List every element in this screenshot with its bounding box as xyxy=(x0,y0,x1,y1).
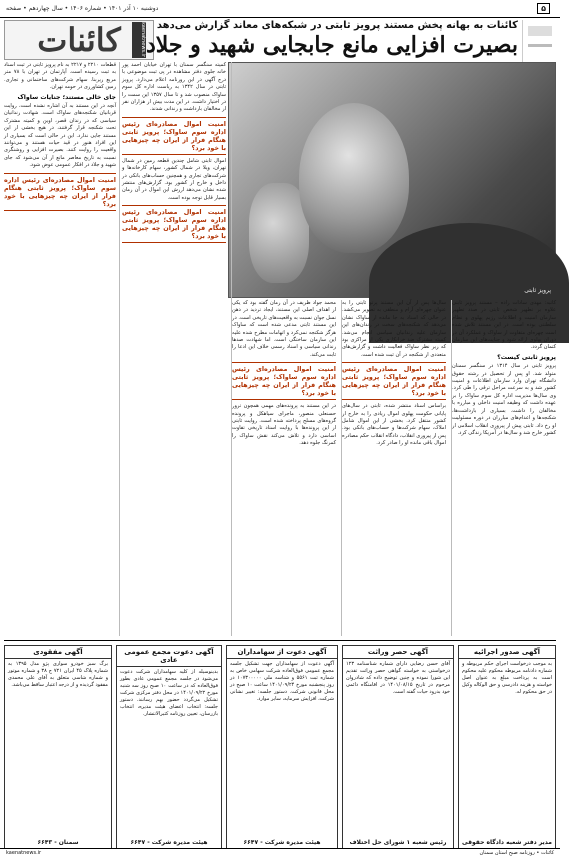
column-4-pullquote: امنیت اموال مصادره‌ای رئیس اداره سوم ساواک؛ پرویز ثابتی هنگام فرار از ایران چه چیزهایی با خود برد؟ xyxy=(122,117,226,155)
ad-body: به موجب درخواست اجرای حکم مربوطه و شماره دادنامه مربوطه محکوم علیه محکوم است به پرداخت مبلغ به عنوان اصل خواسته و هزینه دادرسی و حق الوکاله وکیل در حق محکوم له. xyxy=(462,661,552,695)
column-3-pullquote: امنیت اموال مصادره‌ای رئیس اداره سوم ساواک؛ پرویز ثابتی هنگام فرار از ایران چه چیزهایی با خود برد؟ xyxy=(232,362,336,400)
column-divider xyxy=(119,62,120,636)
ad-title: آگهی صدور اجرائیه xyxy=(459,646,555,659)
photo-caption: پرویز ثابتی xyxy=(524,287,551,294)
ad-box[interactable] xyxy=(342,645,454,849)
photo-head-shape xyxy=(299,103,409,253)
column-divider xyxy=(341,300,342,636)
ad-footer: رئیس شعبه ۱ شورای حل اختلاف xyxy=(349,839,447,846)
column-2-text: سال‌ها پس از آن این مستند پرتو ثابتی را به عنوان چهره‌ای آرام و منطقی به تصویر می‌کشد. در حالی که اسناد به جا مانده از ساواک نشان می‌دهد که شکنجه‌های سخت در زندان‌های این سازمان علیه زندانیان سیاسی انجام می‌شد. کمیته مشترک ضد خرابکاری یکی از مراکزی بود که زیر نظر ساواک فعالیت داشت و گزارش‌های متعددی از شکنجه در آن ثبت شده است. xyxy=(342,300,446,358)
column-3-text: محمد جواد ظریف در آن زمان گفته بود که یکی از اهداف اصلی این مستند، ایجاد تردید در ذهن نسل جوان نسبت به واقعیت‌های تاریخی است. در این مستند ثابتی مدعی شده است که ساواک هرگز شکنجه نمی‌کرد و اتهامات مطرح شده علیه این سازمان ساختگی است. اما شهادت صدها زندانی سیاسی و اسناد رسمی خلاف این ادعا را ثابت می‌کند. xyxy=(232,300,336,358)
page-header xyxy=(0,0,560,18)
ad-title: آگهی دعوت مجمع عمومی عادی xyxy=(117,646,221,667)
ad-box[interactable] xyxy=(458,645,556,849)
article-photo xyxy=(228,62,556,298)
ad-box[interactable] xyxy=(4,645,112,849)
column-5-subhead: جای خالی مستند؛ جنایات ساواک xyxy=(17,93,116,101)
column-2-text-b: براساس اسناد منتشر شده، ثابتی در سال‌های پایانی حکومت پهلوی اموال زیادی را به خارج از کشور منتقل کرد. بخشی از این اموال شامل املاک، سهام شرکت‌ها و حساب‌های بانکی بود. پس از پیروزی انقلاب، دادگاه انقلاب حکم مصادره اموال باقی مانده او را صادر کرد. xyxy=(342,403,446,447)
column-5-pullquote: امنیت اموال مصادره‌ای رئیس اداره سوم ساواک؛ پرویز ثابتی هنگام فرار از ایران چه چیزهایی با خود برد؟ xyxy=(4,173,116,211)
article-headline[interactable]: بصیرت افزایی مانع جابجایی شهید و جلاد xyxy=(145,32,518,58)
column-1-text-b: پرویز ثابتی در سال ۱۳۱۴ در سنگسر سمنان متولد شد. او پس از تحصیل در رشته حقوق دانشگاه تهران وارد سازمان اطلاعات و امنیت کشور شد و به سرعت مراحل ترقی را طی کرد. وی سال‌ها مدیریت اداره کل سوم ساواک را بر عهده داشت که وظیفه امنیت داخلی و مبارزه با مخالفان را داشت. بسیاری از بازداشت‌ها، شکنجه‌ها و اعدام‌های مبارزان در دوره مسئولیت او رخ داد. ثابتی پیش از پیروزی انقلاب اسلامی از کشور خارج شد و سال‌ها در آمریکا زندگی کرد. xyxy=(452,363,557,436)
column-1-text: کاتبه: مهدی سادات زاده – مستند پرویز ثابتی علاوه بر تطهیر شخص ثابتی در صدد تطهیر سازمان امنیت و اطلاعات رژیم پهلوی و نظام سلطنتی بوده است. در این مستند تلاش شده است چهره‌ای متفاوت از ساواک و عملکرد آن در دوران پهلوی ارائه شود و جنایت‌های این سازمان کتمان گردد. xyxy=(452,300,556,351)
column-4-pullquote-2: امنیت اموال مصادره‌ای رئیس اداره سوم ساواک؛ پرویز ثابتی هنگام فرار از ایران چه چیزهایی با خود برد؟ xyxy=(122,205,226,243)
footer-right-text: کائنات • روزنامه صبح استان سمنان xyxy=(479,849,554,856)
column-4-text-b: اموال ثابتی شامل چندین قطعه زمین در شمال تهران، ویلا در شمال کشور، سهام کارخانه‌ها و شرکت‌های تجاری و همچنین حساب‌های بانکی در داخل و خارج از کشور بود. گزارش‌های منتشر شده نشان می‌دهد ارزش این اموال در آن زمان بسیار قابل توجه بوده است. xyxy=(122,157,226,201)
page-footer xyxy=(0,848,560,856)
column-2-pullquote: امنیت اموال مصادره‌ای رئیس اداره سوم ساواک؛ پرویز ثابتی هنگام فرار از ایران چه چیزهایی با خود برد؟ xyxy=(342,362,446,400)
ad-body: بدینوسیله از کلیه سهامداران شرکت دعوت می‌شود در جلسه مجمع عمومی عادی بطور فوق‌العاده که در ساعت ۱۰ صبح روز سه شنبه مورخ ۱۴۰۱/۰۹/۲۲ در محل دفتر مرکزی شرکت تشکیل می‌گردد حضور بهم رسانند. دستور جلسه: انتخاب اعضای هیئت مدیره، انتخاب بازرسان، تعیین روزنامه کثیرالانتشار. xyxy=(120,669,218,717)
masthead-side-text: kaenatnews.ir xyxy=(132,22,146,58)
issue-info: دوشنبه ۱۰ آذر ۱۴۰۱ • شماره ۱۴۰۶ • سال چهاردهم • صفحه xyxy=(6,5,159,12)
side-strip-rule xyxy=(528,44,552,47)
ad-footer: سمنان - ۶۶۴۳ xyxy=(37,839,79,846)
ad-body: آگهی دعوت از سهامداران جهت تشکیل جلسه مجمع عمومی فوق‌العاده شرکت سهامی خاص به شماره ثبت ۵۵۶۱ و شناسه ملی ۱۰۷۳۰۰۰۰۰ در روز پنجشنبه مورخ ۱۴۰۱/۰۹/۲۴ ساعت ۱۰ صبح در محل قانونی شرکت. دستور جلسه: تغییر نشانی شرکت، افزایش سرمایه، سایر موارد. xyxy=(230,661,334,702)
column-3-text-b: در این مستند به پرونده‌های مهمی همچون ترور حسنعلی منصور، ماجرای سیاهکل و پرونده گروه‌های مسلح پرداخته شده است. روایت ثابتی از این پرونده‌ها با روایت اسناد تاریخی تفاوت اساسی دارد و تلاش می‌کند نقش ساواک را کمرنگ جلوه دهد. xyxy=(232,403,336,447)
article-column-2 xyxy=(342,300,446,636)
ad-body: برگ سبز خودرو سواری پژو مدل ۱۳۹۵ به شماره پلاک ۴۵ ایران ۷۲۱ ج ۳۸ و شماره موتور و شماره شاسی متعلق به آقای علی محمدی مفقود گردیده و از درجه اعتبار ساقط می‌باشد. xyxy=(8,661,109,688)
ad-box[interactable] xyxy=(226,645,338,849)
article-kicker: کائنات به بهانه پخش مستند پرویز ثابتی در شبکه‌های معاند گزارش می‌دهد xyxy=(156,20,518,31)
ad-footer: هیئت مدیره شرکت - ۶۶۴۷ xyxy=(130,839,208,846)
ad-box[interactable] xyxy=(116,645,222,849)
ad-footer: مدیر دفتر شعبه دادگاه حقوقی xyxy=(462,839,552,846)
ad-title: آگهی مفقودی xyxy=(5,646,111,659)
article-column-3 xyxy=(232,300,336,636)
column-divider xyxy=(231,62,232,636)
column-5-text: قطعات ۲۲۱۰ و ۲۲۱۷ به نام پرویز ثابتی در ثبت اسناد به ثبت رسیده است. آپارتمان در تهران با ۷۸ متر مربع زیربنا. سهام شرکت‌های ساختمانی و تجاری. زمین کشاورزی در حومه تهران. xyxy=(4,62,117,91)
column-4-text: کمیته سنگسر سمنان با تهران خیابان احمد پور خانه جلوی دفتر مشاهده در پی ثبت موضوعی با درج آگهی در این روزنامه اعلام می‌دارد. پرویز ثابتی در سال ۱۳۴۲ به ریاست اداره کل سوم ساواک منصوب شد و تا سال ۱۳۵۷ این سمت را در اختیار داشت. در این مدت بیش از هزاران نفر از مخالفان بازداشت و زندانی شدند. xyxy=(122,62,226,113)
page-number: ۵ xyxy=(537,3,550,14)
ad-body: آقای حسن رضایی دارای شماره شناسنامه ۱۲۳ درخواستی به خواسته گواهی حصر وراثت تقدیم این شورا نموده و چنین توضیح داده که شادروان مرحوم در تاریخ ۱۴۰۱/۰۸/۱۵ در اقامتگاه دائمی خود بدرود حیات گفته است. xyxy=(346,661,450,695)
ad-title: آگهی حصر وراثت xyxy=(343,646,453,659)
side-strip-block xyxy=(528,26,552,36)
article-column-1 xyxy=(452,300,556,636)
column-divider xyxy=(451,300,452,636)
logo-text: کائنات xyxy=(37,21,121,59)
footer-left-text[interactable]: kaenatnews.ir xyxy=(6,849,42,856)
article-column-5 xyxy=(4,62,116,636)
classified-ads xyxy=(4,640,556,852)
ad-footer: هیئت مدیره شرکت - ۶۶۴۷ xyxy=(243,839,321,846)
article-column-4 xyxy=(122,62,226,636)
ad-title: آگهی دعوت از سهامداران xyxy=(227,646,337,659)
column-5-text-b: آنچه در این مستند به آن اشاره نشده است، روایت قربانیان شکنجه‌های ساواک است. شهادت زندانیان سیاسی که در زندان قصر، اوین و کمیته مشترک تحت شکنجه قرار گرفتند، در هیچ بخشی از این مستند جایی ندارد. این در حالی است که بسیاری از این افراد هنوز در قید حیات هستند و می‌توانند واقعیت را روایت کنند. بصیرت افزایی و روشنگری نسبت به تاریخ معاصر مانع از آن می‌شود که جای شهید و جلاد در افکار عمومی عوض شود. xyxy=(4,103,116,169)
column-1-subhead: پرویز ثابتی کیست؟ xyxy=(497,353,556,361)
